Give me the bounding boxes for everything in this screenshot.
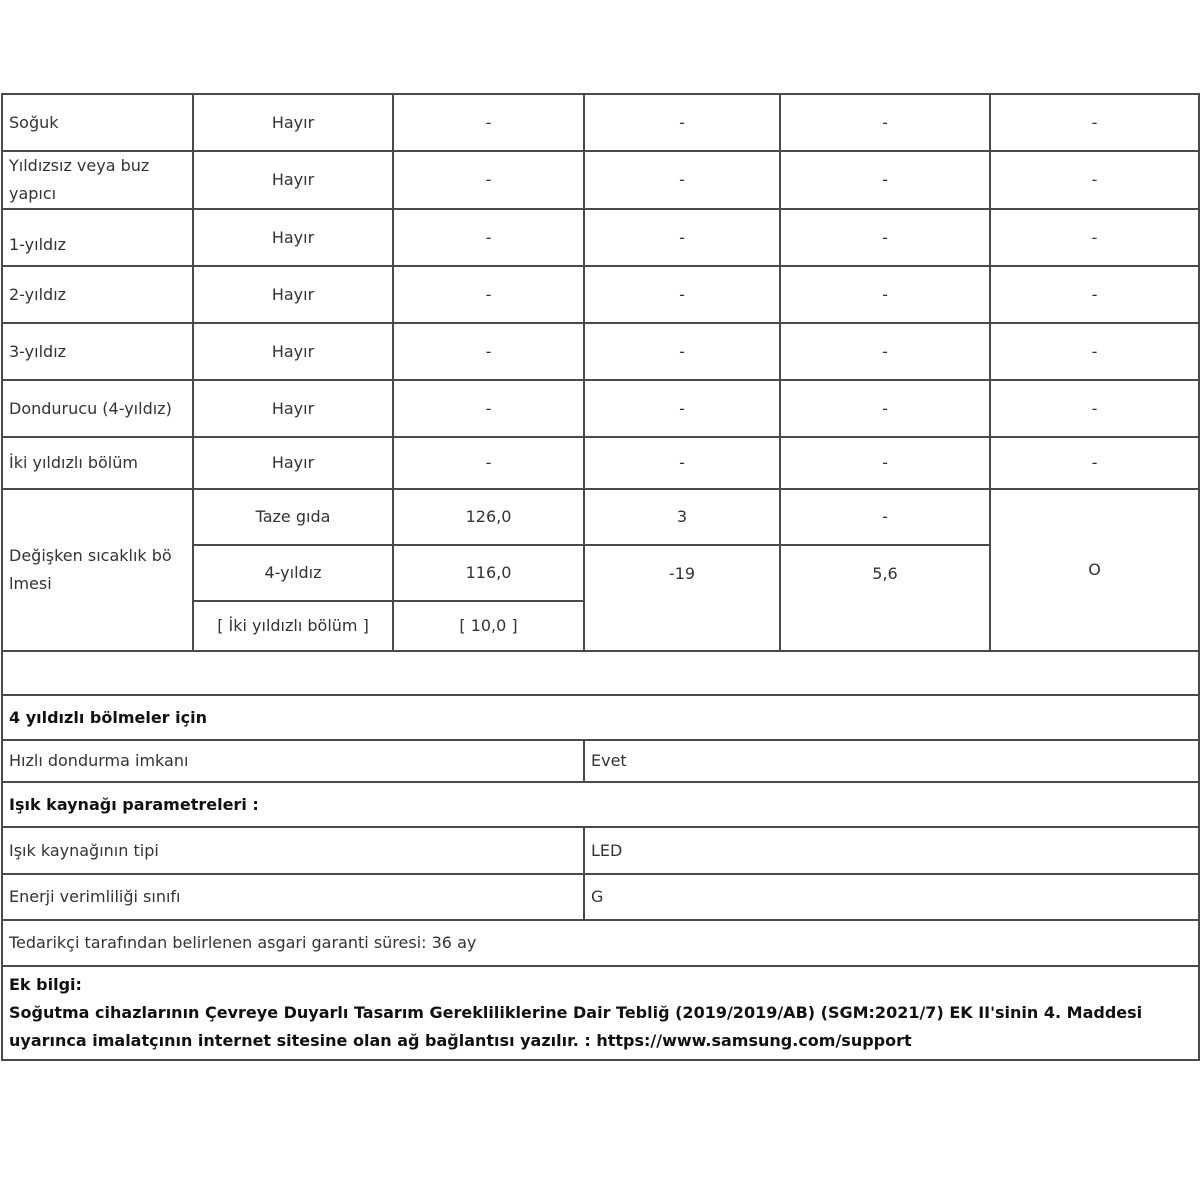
table-row	[2, 151, 1199, 209]
table-row	[2, 827, 1199, 874]
cell-temperature: -	[584, 94, 780, 151]
table-row	[2, 874, 1199, 920]
compartment-present: Hayır	[193, 151, 393, 209]
cell-volume: [ 10,0 ]	[393, 601, 584, 651]
cell-type: -	[990, 380, 1199, 437]
cell-volume: -	[393, 209, 584, 266]
compartment-present: Hayır	[193, 323, 393, 380]
cell-type: -	[990, 323, 1199, 380]
warranty-text: Tedarikçi tarafından belirlenen asgari garanti süresi: 36 ay	[2, 920, 1199, 966]
cell-volume: -	[393, 437, 584, 489]
empty-row	[2, 651, 1199, 695]
cell-energy: 5,6	[780, 545, 990, 651]
cell-energy: -	[780, 94, 990, 151]
compartment-present: Hayır	[193, 437, 393, 489]
cell-temperature: -	[584, 151, 780, 209]
compartment-name: Yıldızsız veya buz yapıcı	[2, 151, 193, 209]
table-row	[2, 651, 1199, 695]
cell-temperature: -	[584, 209, 780, 266]
cell-energy: -	[780, 209, 990, 266]
fast-freeze-label: Hızlı dondurma imkanı	[2, 740, 584, 782]
cell-temperature: -19	[584, 545, 780, 651]
compartment-present: Hayır	[193, 209, 393, 266]
cell-temperature: -	[584, 437, 780, 489]
cell-volume: -	[393, 94, 584, 151]
compartment-name: 2-yıldız	[2, 266, 193, 323]
cell-volume: -	[393, 323, 584, 380]
cell-volume: -	[393, 380, 584, 437]
cell-volume: 116,0	[393, 545, 584, 601]
cell-type: -	[990, 266, 1199, 323]
table-row	[2, 266, 1199, 323]
cell-volume: -	[393, 151, 584, 209]
cell-energy: -	[780, 380, 990, 437]
table-row	[2, 209, 1199, 266]
cell-type: -	[990, 437, 1199, 489]
table-row	[2, 437, 1199, 489]
compartment-present: Hayır	[193, 266, 393, 323]
cell-temperature: -	[584, 323, 780, 380]
table-row	[2, 489, 1199, 545]
specification-table	[1, 93, 1200, 1061]
table-row	[2, 94, 1199, 151]
extra-info-body: Soğutma cihazlarının Çevreye Duyarlı Tasarım Gerekliliklerine Dair Tebliğ (2019/2019/AB) (SGM:2021/7) EK II'sinin 4. Maddesi uyarınca imalatçının internet sitesine olan ağ bağlantısı yazılır. : https://www.samsung.com/support	[9, 1003, 1143, 1050]
table-row	[2, 740, 1199, 782]
table-row	[2, 323, 1199, 380]
light-source-type-value: LED	[584, 827, 1199, 874]
compartment-present: Hayır	[193, 94, 393, 151]
four-star-section-header: 4 yıldızlı bölmeler için	[2, 695, 1199, 740]
variable-subrow-name: [ İki yıldızlı bölüm ]	[193, 601, 393, 651]
table-row	[2, 966, 1199, 1060]
cell-type: -	[990, 151, 1199, 209]
cell-type: -	[990, 94, 1199, 151]
compartment-name: 1-yıldız	[2, 209, 193, 266]
cell-energy: -	[780, 489, 990, 545]
energy-class-label: Enerji verimliliği sınıfı	[2, 874, 584, 920]
cell-energy: -	[780, 266, 990, 323]
compartment-name: 3-yıldız	[2, 323, 193, 380]
energy-class-value: G	[584, 874, 1199, 920]
compartment-name: İki yıldızlı bölüm	[2, 437, 193, 489]
cell-energy: -	[780, 151, 990, 209]
cell-temperature: 3	[584, 489, 780, 545]
variable-compartment-label: Değişken sıcaklık bö lmesi	[2, 489, 193, 651]
extra-info-title: Ek bilgi:	[9, 975, 82, 994]
extra-info-cell	[2, 966, 1199, 1060]
compartment-name: Soğuk	[2, 94, 193, 151]
cell-energy: -	[780, 437, 990, 489]
light-source-type-label: Işık kaynağının tipi	[2, 827, 584, 874]
table-row	[2, 380, 1199, 437]
cell-temperature: -	[584, 266, 780, 323]
variable-subrow-name: Taze gıda	[193, 489, 393, 545]
table-row	[2, 782, 1199, 827]
cell-type: -	[990, 209, 1199, 266]
light-source-section-header: Işık kaynağı parametreleri :	[2, 782, 1199, 827]
variable-subrow-name: 4-yıldız	[193, 545, 393, 601]
compartment-present: Hayır	[193, 380, 393, 437]
cell-volume: -	[393, 266, 584, 323]
compartment-name: Dondurucu (4-yıldız)	[2, 380, 193, 437]
cell-volume: 126,0	[393, 489, 584, 545]
cell-temperature: -	[584, 380, 780, 437]
table-row	[2, 695, 1199, 740]
table-row	[2, 920, 1199, 966]
cell-energy: -	[780, 323, 990, 380]
variable-compartment-mark: O	[990, 489, 1199, 651]
fast-freeze-value: Evet	[584, 740, 1199, 782]
